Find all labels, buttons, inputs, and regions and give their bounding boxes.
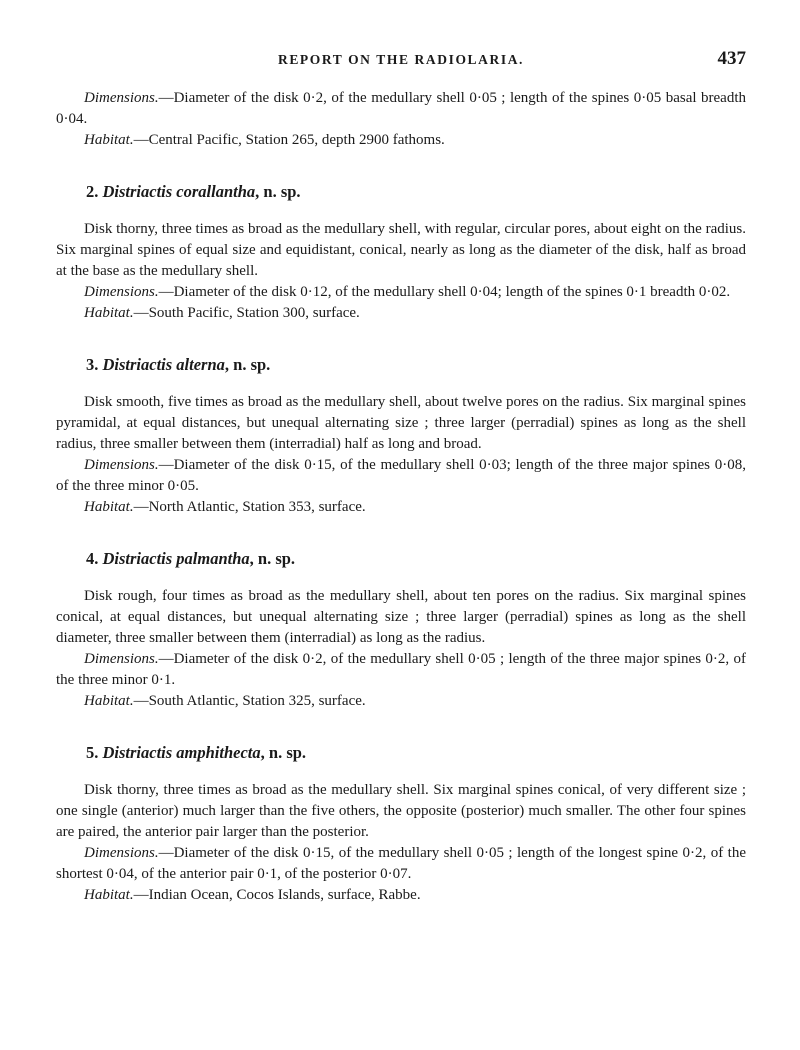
species-suffix: , n. sp. bbox=[224, 355, 271, 374]
habitat-text: —South Atlantic, Station 325, surface. bbox=[133, 693, 366, 709]
dimensions-paragraph bbox=[56, 88, 746, 130]
dimensions-paragraph bbox=[56, 649, 746, 691]
dimensions-paragraph bbox=[56, 455, 746, 497]
dimensions-paragraph bbox=[56, 282, 746, 303]
species-number: 4. bbox=[86, 549, 99, 568]
dimensions-text: —Diameter of the disk 0·2, of the medullary shell 0·05 ; length of the spines 0·05 basal breadth 0·04. bbox=[56, 90, 746, 127]
page-header bbox=[56, 48, 746, 76]
species-entry-2 bbox=[56, 181, 746, 324]
habitat-paragraph bbox=[56, 130, 746, 151]
species-suffix: , n. sp. bbox=[260, 743, 307, 762]
species-name: Distriactis palmantha bbox=[102, 549, 250, 568]
dimensions-label: Dimensions. bbox=[84, 457, 159, 473]
species-heading bbox=[56, 742, 746, 764]
species-suffix: , n. sp. bbox=[255, 182, 301, 201]
dimensions-text: —Diameter of the disk 0·15, of the medullary shell 0·05 ; length of the longest spine 0·2, of the shortest 0·04, of the anterior pair 0·1, of the posterior 0·07. bbox=[56, 845, 746, 882]
habitat-label: Habitat. bbox=[84, 132, 134, 148]
species-description: Disk smooth, five times as broad as the medullary shell, about twelve pores on the radius. Six marginal spines pyramidal, at equal distances, but unequal alternating size ; three larger (perradial) spines as long as the shell radius, three smaller between them (interradial) half as long and broad. bbox=[56, 394, 746, 452]
habitat-label: Habitat. bbox=[84, 693, 134, 709]
dimensions-text: —Diameter of the disk 0·2, of the medullary shell 0·05 ; length of the three major spines 0·2, of the three minor 0·1. bbox=[56, 651, 746, 688]
dimensions-text: —Diameter of the disk 0·12, of the medullary shell 0·04; length of the spines 0·1 breadth 0·02. bbox=[158, 284, 731, 300]
dimensions-label: Dimensions. bbox=[84, 651, 159, 667]
habitat-paragraph bbox=[56, 885, 746, 906]
dimensions-label: Dimensions. bbox=[84, 845, 159, 861]
habitat-paragraph bbox=[56, 303, 746, 324]
species-entry-5 bbox=[56, 742, 746, 906]
species-number: 3. bbox=[86, 355, 99, 374]
species-heading bbox=[56, 181, 746, 203]
species-description: Disk thorny, three times as broad as the medullary shell. Six marginal spines conical, of very different size ; one single (anterior) much larger than the five others, the opposite (posterior) much smaller. The other four spines are paired, the anterior pair larger than the posterior. bbox=[56, 782, 746, 840]
species-heading bbox=[56, 548, 746, 570]
habitat-label: Habitat. bbox=[84, 305, 134, 321]
species-description: Disk rough, four times as broad as the medullary shell, about ten pores on the radius. Six marginal spines conical, at equal distances, but unequal alternating size ; three larger (perradial) spines as long as the shell diameter, three smaller between them (interradial) as long as the radius. bbox=[56, 588, 746, 646]
continued-species-entry bbox=[56, 88, 746, 151]
species-heading bbox=[56, 354, 746, 376]
habitat-paragraph bbox=[56, 691, 746, 712]
species-entry-3 bbox=[56, 354, 746, 518]
habitat-text: —South Pacific, Station 300, surface. bbox=[133, 305, 360, 321]
habitat-text: —Central Pacific, Station 265, depth 2900 fathoms. bbox=[133, 132, 445, 148]
habitat-paragraph bbox=[56, 497, 746, 518]
species-number: 2. bbox=[86, 182, 99, 201]
species-entry-4 bbox=[56, 548, 746, 712]
dimensions-label: Dimensions. bbox=[84, 284, 159, 300]
running-title: REPORT ON THE RADIOLARIA. bbox=[277, 52, 525, 67]
habitat-text: —Indian Ocean, Cocos Islands, surface, Rabbe. bbox=[133, 887, 421, 903]
species-name: Distriactis corallantha bbox=[102, 182, 256, 201]
dimensions-paragraph bbox=[56, 843, 746, 885]
document-page bbox=[56, 48, 746, 936]
species-name: Distriactis alterna bbox=[102, 355, 225, 374]
habitat-text: —North Atlantic, Station 353, surface. bbox=[133, 499, 366, 515]
habitat-label: Habitat. bbox=[84, 887, 134, 903]
species-suffix: , n. sp. bbox=[249, 549, 296, 568]
habitat-label: Habitat. bbox=[84, 499, 134, 515]
species-number: 5. bbox=[86, 743, 99, 762]
dimensions-text: —Diameter of the disk 0·15, of the medullary shell 0·03; length of the three major spines 0·08, of the three minor 0·05. bbox=[56, 457, 746, 494]
species-name: Distriactis amphithecta bbox=[102, 743, 261, 762]
page-number: 437 bbox=[717, 48, 746, 69]
species-description: Disk thorny, three times as broad as the medullary shell, with regular, circular pores, about eight on the radius. Six marginal spines of equal size and equidistant, conical, nearly as long as the diameter of the disk, half as broad at the base as the medullary shell. bbox=[56, 221, 746, 279]
dimensions-label: Dimensions. bbox=[84, 90, 159, 106]
